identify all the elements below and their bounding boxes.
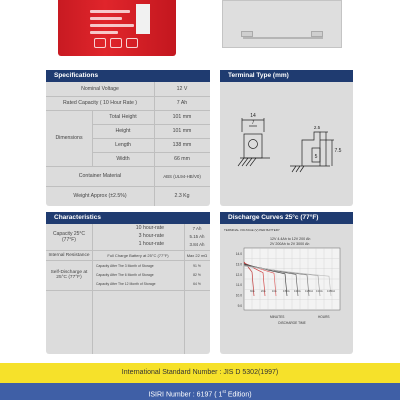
- capacity-value-1: 7 Ah: [192, 225, 202, 231]
- dim-width: 14: [250, 113, 256, 119]
- standard-number-text: International Standard Number : JIS D 5302(1997): [121, 369, 279, 376]
- legend-line-2: 2V 200Ah to 2V 3000 Ah: [270, 242, 310, 246]
- isiri-number-band: [0, 383, 400, 400]
- total-height-label: Total Height: [109, 114, 137, 120]
- length-label: Length: [115, 142, 131, 148]
- self-discharge-value-2: 82 %: [193, 273, 201, 277]
- specifications-header: Specifications: [46, 70, 210, 82]
- capacity-rate-2: 3 hour-rate: [138, 233, 164, 239]
- width-value: 66 mm: [174, 156, 190, 162]
- dim-hole: 7: [251, 120, 255, 126]
- ce-mark-icon: [126, 38, 138, 48]
- nominal-voltage-label: Nominal Voltage: [81, 86, 119, 92]
- dim-hole-height: 5: [314, 154, 318, 160]
- curve-label: 1CA: [272, 290, 277, 293]
- y-axis-title: TERMINAL VOLTAGE (V) PER BATTERY: [224, 228, 280, 232]
- battery-top-photo: [222, 0, 342, 48]
- characteristics-header: Characteristics: [46, 212, 210, 224]
- curve-label: 0.4CA: [294, 290, 301, 293]
- self-discharge-label: Self-Discharge at 25°C (77°F): [50, 270, 88, 280]
- nominal-voltage-value: 12 V: [176, 86, 188, 92]
- standard-number-band: [0, 363, 400, 383]
- characteristics-table: [46, 224, 210, 354]
- capacity-value-2: 5.15 Ah: [189, 233, 205, 239]
- self-discharge-value-1: 91 %: [193, 264, 201, 268]
- curve-label: 2CA: [261, 290, 266, 293]
- curve-label: 3CA: [250, 290, 255, 293]
- terminal-type-header: Terminal Type (mm): [220, 70, 353, 82]
- curve-label: 0.25CA: [305, 290, 313, 293]
- discharge-chart: [220, 224, 353, 354]
- total-height-value: 101 mm: [172, 114, 192, 120]
- internal-resistance-condition: Full Charge Battery at 25°C (77°F): [107, 252, 169, 258]
- specifications-table: [46, 82, 210, 206]
- capacity-label: Capacity 25°C (77°F): [52, 231, 85, 243]
- height-value: 101 mm: [172, 128, 192, 134]
- rated-capacity-value: 7 Ah: [176, 100, 188, 106]
- isiri-prefix: ISIRI Number : 6197 ( 1: [148, 391, 223, 399]
- capacity-rate-3: 1 hour-rate: [138, 241, 164, 247]
- y-tick-label: 13.0: [235, 262, 242, 267]
- curve-label: 0.05CA: [327, 290, 335, 293]
- dim-height: 7.5: [334, 148, 342, 154]
- weight-label: Weight Approx (±2.5%): [73, 193, 127, 199]
- self-discharge-condition-2: Capacity After The 6 Month of Storage: [96, 273, 154, 277]
- internal-resistance-label: Internal Resistance: [48, 252, 90, 258]
- dimensions-label: Dimensions: [55, 135, 83, 141]
- y-tick-label: 10.0: [235, 293, 242, 298]
- dim-tab: 2.5: [313, 125, 321, 130]
- self-discharge-condition-3: Capacity After The 12 Month of Storage: [96, 282, 156, 286]
- self-discharge-value-3: 64 %: [193, 282, 201, 286]
- x-label-hours: HOURS: [318, 315, 330, 319]
- container-material-label: Container Material: [78, 173, 122, 179]
- y-tick-label: 14.0: [235, 252, 242, 256]
- x-label-minutes: MINUTES: [270, 315, 285, 319]
- curve-label: 0.6CA: [283, 290, 290, 293]
- self-discharge-condition-1: Capacity After The 3 Month of Storage: [96, 264, 154, 268]
- discharge-curves-panel: [220, 224, 353, 354]
- isiri-sup: st: [222, 389, 226, 394]
- product-images: [0, 0, 400, 62]
- y-tick-label: 9.0: [237, 304, 242, 308]
- curve-label: 0.1CA: [316, 290, 323, 293]
- internal-resistance-value: Max 22 mΩ: [186, 252, 208, 258]
- width-label: Width: [116, 156, 130, 162]
- discharge-curves-header: Discharge Curves 25°c (77°F): [220, 212, 353, 224]
- rated-capacity-label: Rated Capacity ( 10 Hour Rate ): [62, 100, 138, 106]
- recycle-icon: [94, 38, 106, 48]
- y-tick-label: 11.0: [236, 283, 242, 288]
- y-tick-label: 12.0: [235, 272, 242, 277]
- terminal-diagram-panel: [220, 82, 353, 206]
- battery-photo: [58, 0, 176, 56]
- weight-value: 2.3 Kg: [174, 193, 190, 199]
- isiri-suffix: Edition): [225, 391, 252, 399]
- length-value: 138 mm: [172, 142, 192, 148]
- warning-icon: [110, 38, 122, 48]
- legend-line-1: 12V 4.4Ah to 12V 200 Ah: [270, 237, 311, 241]
- x-axis-title: DISCHARGE TIME: [278, 321, 306, 325]
- terminal-diagram: [220, 82, 353, 206]
- height-label: Height: [115, 128, 131, 134]
- container-material-value: ABS (UL94-HB/V0): [163, 173, 201, 179]
- capacity-value-3: 3.84 Ah: [189, 241, 205, 247]
- capacity-rate-1: 10 hour-rate: [135, 225, 164, 231]
